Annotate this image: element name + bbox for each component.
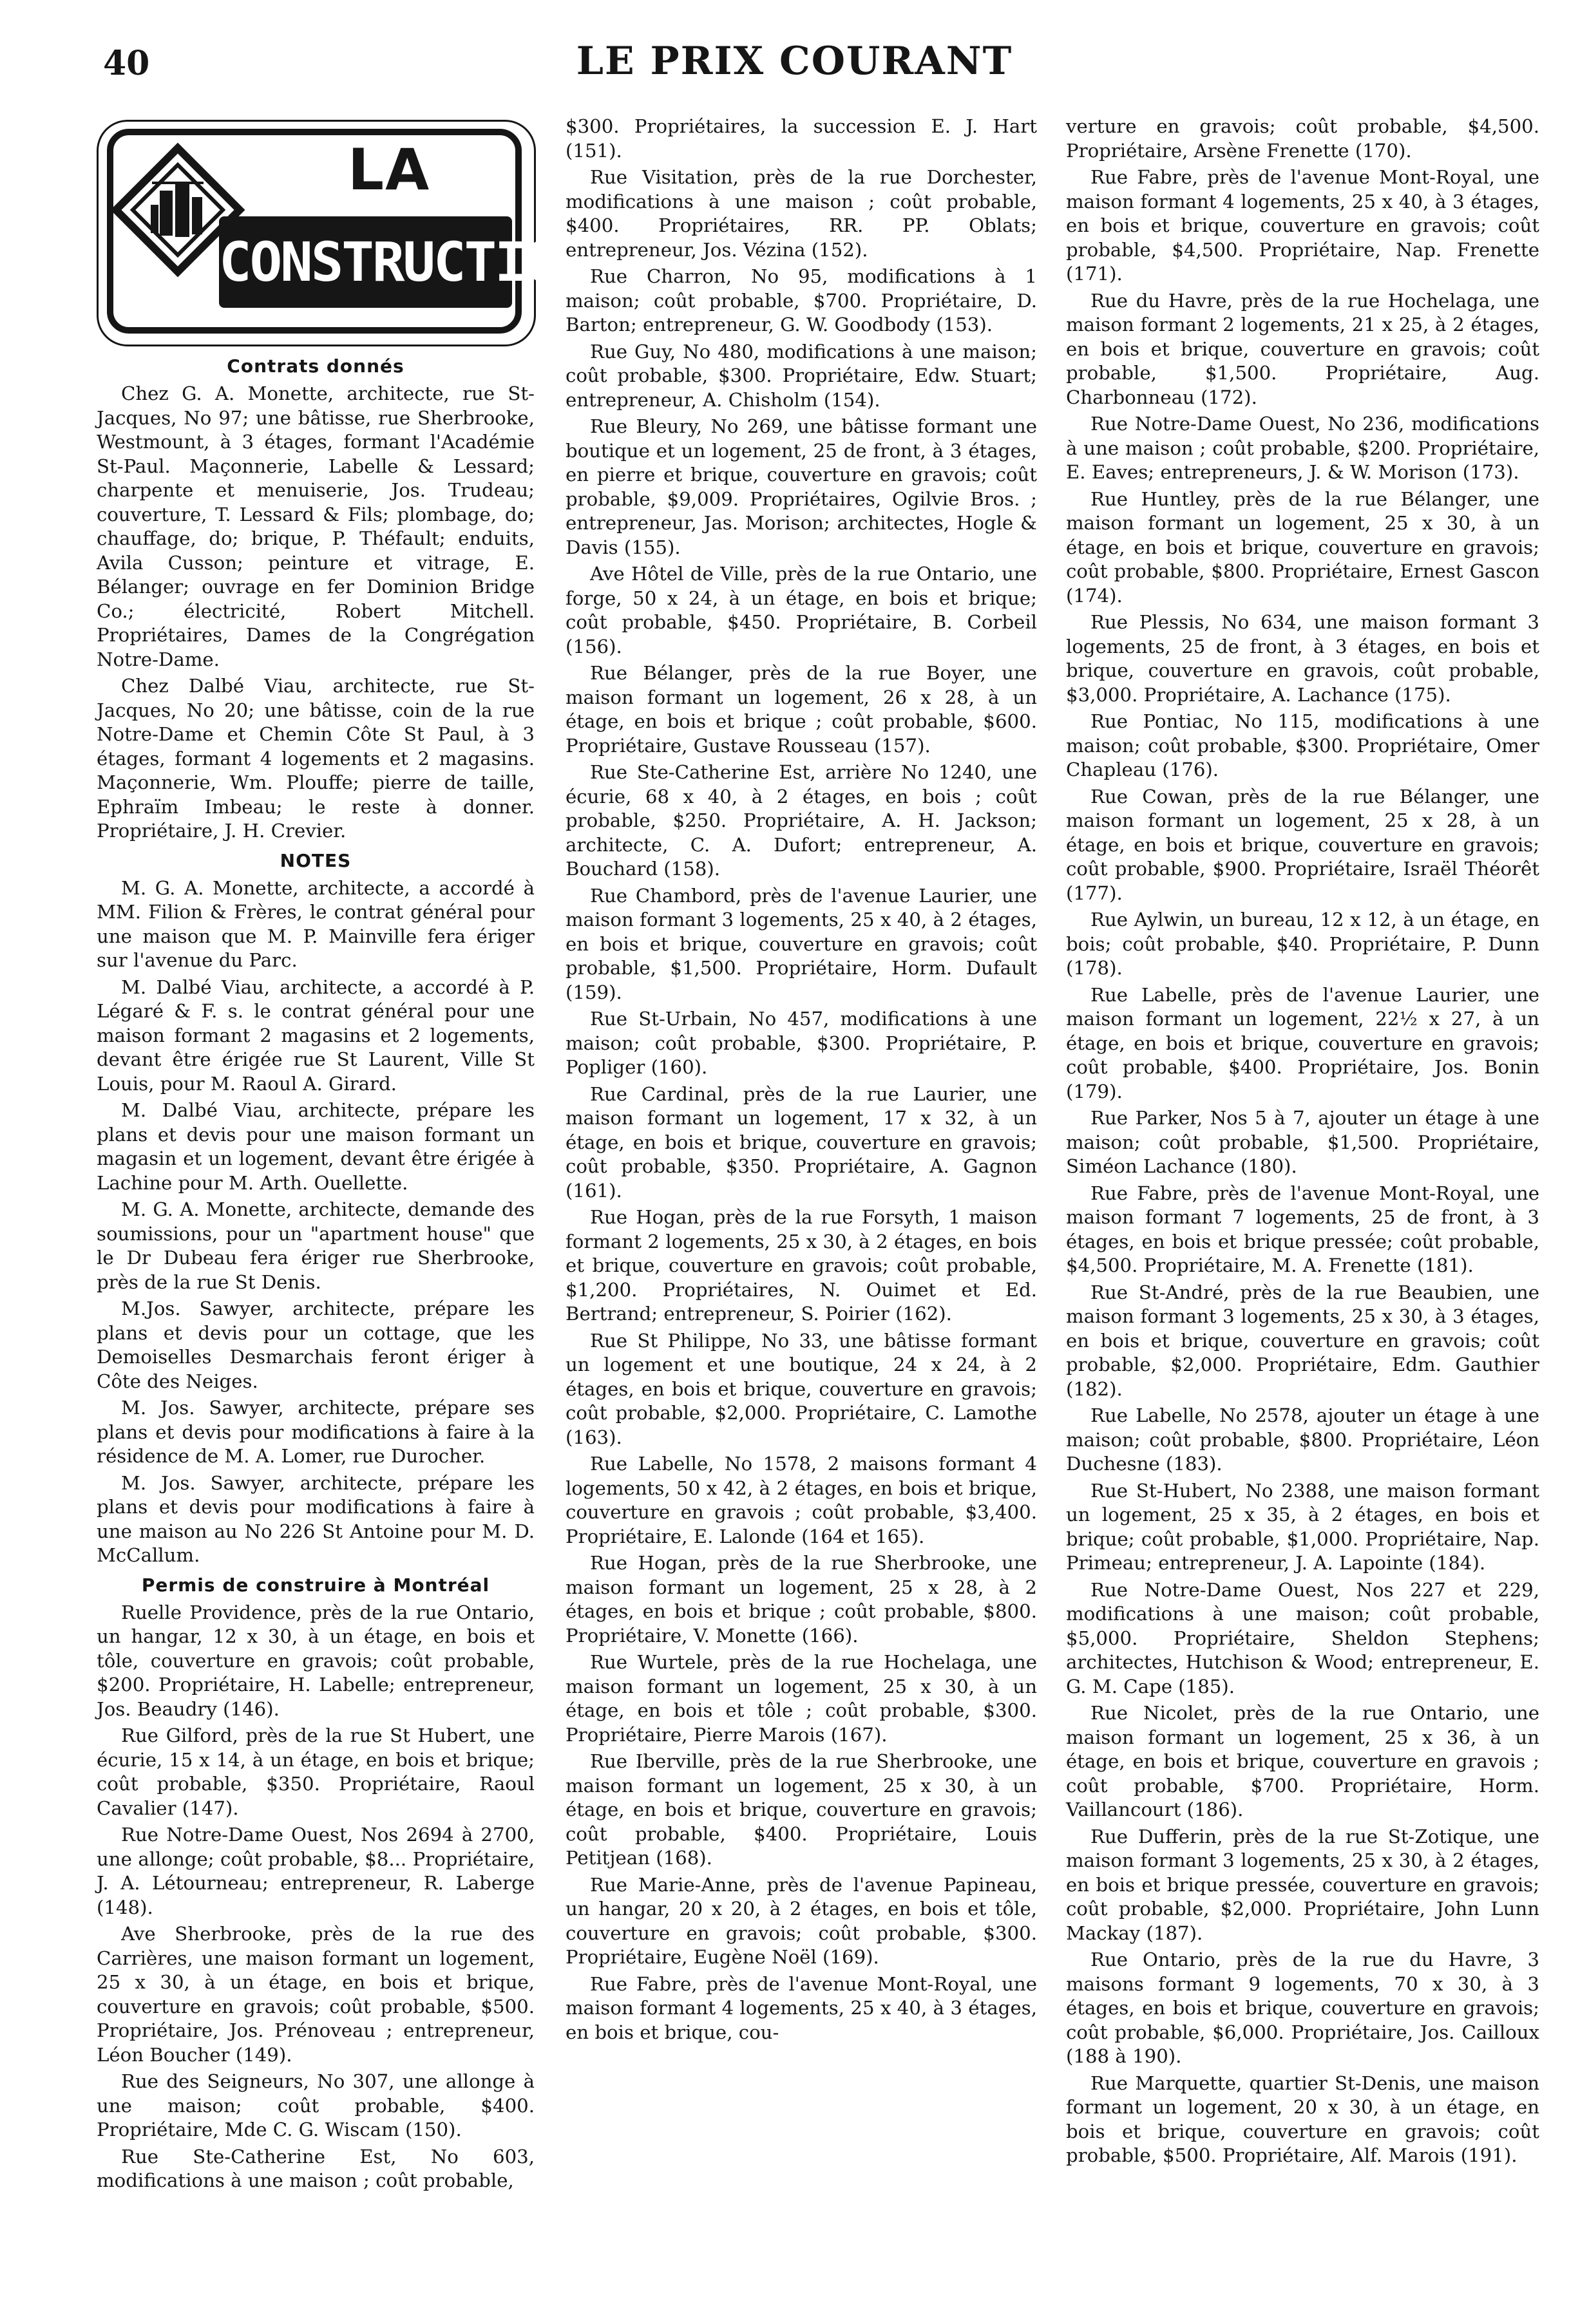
note-paragraph: M.Jos. Sawyer, architecte, prépare les plans et devis pour un cottage, que les Demoiselles Desmarchais feront ériger à Côte des Neiges. bbox=[97, 1298, 535, 1392]
permit-entry: Rue Gilford, près de la rue St Hubert, une écurie, 15 x 14, à un étage, en bois et brique; coût probable, $350. Propriétaire, Raoul Cavalier (147). bbox=[97, 1724, 535, 1819]
permit-entry: Rue des Seigneurs, No 307, une allonge à une maison; coût probable, $400. Propriétaire, Mde C. G. Wiscam (150). bbox=[97, 2070, 535, 2140]
heading-permis-montreal: Permis de construire à Montréal bbox=[141, 1574, 490, 1596]
page-number: 40 bbox=[103, 44, 150, 83]
note-paragraph: M. Jos. Sawyer, architecte, prépare ses plans et devis pour modifications à faire à la résidence de M. A. Lomer, rue Durocher. bbox=[97, 1397, 535, 1467]
permit-entry: Rue Iberville, près de la rue Sherbrooke, une maison formant un logement, 25 x 30, à un étage, en bois et brique, couverture en gravois; coût probable, $400. Propriétaire, Louis Petitjean (168). bbox=[566, 1750, 1037, 1869]
permit-entry: Rue Notre-Dame Ouest, Nos 227 et 229, modifications à une maison; coût probable, $5,000. Propriétaire, Sheldon Stephens; architectes, Hutchison & Wood; entrepreneur, E. G. M. Cape (185). bbox=[1066, 1578, 1539, 1697]
note-paragraph: M. Jos. Sawyer, architecte, prépare les plans et devis pour modifications à faire à une maison au No 226 St Antoine pour M. D. McCallum. bbox=[97, 1471, 535, 1566]
la-construction-logo bbox=[97, 120, 587, 345]
permit-entry: Ruelle Providence, près de la rue Ontario, un hangar, 12 x 30, à un étage, en bois et tôle, couverture en gravois; coût probable, $200. Propriétaire, H. Labelle; entrepreneur, Jos. Beaudry (146). bbox=[97, 1601, 535, 1720]
permit-entry: Ave Hôtel de Ville, près de la rue Ontario, une forge, 50 x 24, à un étage, en bois et brique; coût probable, $450. Propriétaire, B. Corbeil (156). bbox=[566, 563, 1037, 657]
permit-entry: Rue Labelle, No 2578, ajouter un étage à une maison; coût probable, $800. Propriétaire, Léon Duchesne (183). bbox=[1066, 1404, 1539, 1475]
permit-entry: Rue Guy, No 480, modifications à une maison; coût probable, $300. Propriétaire, Edw. Stuart; entrepreneur, A. Chisholm (154). bbox=[566, 340, 1037, 411]
column-2 bbox=[566, 115, 1037, 2304]
permit-entry: Rue Cowan, près de la rue Bélanger, une maison formant un logement, 25 x 28, à un étage, en bois et brique, couverture en gravois; coût probable, $900. Propriétaire, Israël Théorêt (177). bbox=[1066, 785, 1539, 904]
permit-entry: Rue Ste-Catherine Est, arrière No 1240, une écurie, 68 x 40, à 2 étages, en bois ; coût probable, $250. Propriétaire, A. H. Jackson; architecte, C. A. Dufort; entrepreneur, A. Bouchard (158). bbox=[566, 761, 1037, 880]
column-3 bbox=[1066, 115, 1539, 2304]
permit-entry: Rue Fabre, près de l'avenue Mont-Royal, une maison formant 4 logements, 25 x 40, à 3 étages, en bois et brique, cou- bbox=[566, 1972, 1037, 2043]
permit-entry: Rue du Havre, près de la rue Hochelaga, une maison formant 2 logements, 21 x 25, à 2 étages, en bois et brique, couverture en gravois; coût probable, $1,500. Propriétaire, Aug. Charbonneau (172). bbox=[1066, 289, 1539, 408]
permit-entry: Rue Notre-Dame Ouest, Nos 2694 à 2700, une allonge; coût probable, $8... Propriétaire, J. A. Létourneau; entrepreneur, R. Laberge (148). bbox=[97, 1824, 535, 1918]
note-paragraph: M. Dalbé Viau, architecte, a accordé à P. Légaré & F. s. le contrat général pour une maison formant 2 magasins et 2 logements, devant être érigée rue St Laurent, Ville St Louis, pour M. Raoul A. Girard. bbox=[97, 976, 535, 1095]
permit-entry: Ave Sherbrooke, près de la rue des Carrières, une maison formant un logement, 25 x 30, à un étage, en bois et brique, couverture en gravois; coût probable, $500. Propriétaire, Jos. Prénoveau ; entrepreneur, Léon Boucher (149). bbox=[97, 1923, 535, 2066]
permit-entry: Rue Hogan, près de la rue Sherbrooke, une maison formant un logement, 25 x 28, à 2 étages, en bois et brique ; coût probable, $800. Propriétaire, V. Monette (166). bbox=[566, 1552, 1037, 1647]
permit-entry: Rue Labelle, près de l'avenue Laurier, une maison formant un logement, 22½ x 27, à un étage, en bois et brique, couverture en gravois; coût probable, $400. Propriétaire, Jos. Bonin (179). bbox=[1066, 983, 1539, 1102]
heading-notes: NOTES bbox=[280, 849, 352, 871]
note-paragraph: M. Dalbé Viau, architecte, prépare les plans et devis pour une maison formant un magasin et un logement, devant être érigée à Lachine pour M. Arth. Ouellette. bbox=[97, 1099, 535, 1194]
permit-entry: Rue Cardinal, près de la rue Laurier, une maison formant un logement, 17 x 32, à un étage, en bois et brique, couverture en gravois; coût probable, $350. Propriétaire, A. Gagnon (161). bbox=[566, 1082, 1037, 1202]
permit-entry: Rue Marquette, quartier St-Denis, une maison formant un logement, 20 x 30, à un étage, en bois et brique, couverture en gravois; coût probable, $500. Propriétaire, Alf. Marois (191). bbox=[1066, 2072, 1539, 2166]
permit-entry: Rue Bleury, No 269, une bâtisse formant une boutique et un logement, 25 de front, à 3 étages, en pierre et brique, couverture en gravois; coût probable, $9,009. Propriétaires, Ogilvie Bros. ; entrepreneur, Jas. Morison; architectes, Hogle & Davis (155). bbox=[566, 415, 1037, 558]
permit-entry: Rue St-Hubert, No 2388, une maison formant un logement, 25 x 35, à 2 étages, en bois et brique; coût probable, $1,000. Propriétaire, Nap. Primeau; entrepreneur, J. A. Lapointe (184). bbox=[1066, 1479, 1539, 1574]
permit-entry: Rue Ontario, près de la rue du Havre, 3 maisons formant 9 logements, 70 x 30, à 3 étages, en bois et brique, couverture en gravois; coût probable, $6,000. Propriétaire, Jos. Cailloux (188 à 190). bbox=[1066, 1949, 1539, 2067]
contract-paragraph: Chez Dalbé Viau, architecte, rue St-Jacques, No 20; une bâtisse, coin de la rue Notre-Dame et Chemin Côte St Paul, à 3 étages, formant 4 logements et 2 magasins. Maçonnerie, Wm. Plouffe; pierre de taille, Ephraïm Imbeau; le reste à donner. Propriétaire, J. H. Crevier. bbox=[97, 675, 535, 842]
permit-entry: Rue Fabre, près de l'avenue Mont-Royal, une maison formant 7 logements, 25 de front, à 3 étages, en bois et brique pressée; coût probable, $4,500. Propriétaire, M. A. Frenette (181). bbox=[1066, 1182, 1539, 1276]
permit-entry: Rue Fabre, près de l'avenue Mont-Royal, une maison formant 4 logements, 25 x 40, à 3 étages, en bois et brique, couverture en gravois; coût probable, $4,500. Propriétaire, Nap. Frenette (171). bbox=[1066, 166, 1539, 285]
permit-entry-continued: $300. Propriétaires, la succession E. J. Hart (151). bbox=[566, 115, 1037, 162]
logo-la-text: LA bbox=[348, 137, 431, 203]
permit-entry: Rue Chambord, près de l'avenue Laurier, une maison formant 3 logements, 25 x 40, à 2 étages, en bois et brique, couverture en gravois; coût probable, $1,500. Propriétaire, Horm. Dufault (159). bbox=[566, 884, 1037, 1003]
permit-entry: Rue Notre-Dame Ouest, No 236, modifications à une maison ; coût probable, $200. Propriétaire, E. Eaves; entrepreneurs, J. & W. Morison (173). bbox=[1066, 413, 1539, 483]
permit-entry: Rue Dufferin, près de la rue St-Zotique, une maison formant 3 logements, 25 x 30, à 2 étages, en bois et brique pressée, couverture en gravois; coût probable, $2,000. Propriétaire, John Lunn Mackay (187). bbox=[1066, 1825, 1539, 1944]
permit-entry: Rue Bélanger, près de la rue Boyer, une maison formant un logement, 26 x 28, à un étage, en bois et brique ; coût probable, $600. Propriétaire, Gustave Rousseau (157). bbox=[566, 662, 1037, 757]
permit-entry: Rue Pontiac, No 115, modifications à une maison; coût probable, $300. Propriétaire, Omer Chapleau (176). bbox=[1066, 710, 1539, 780]
permit-entry: Rue Nicolet, près de la rue Ontario, une maison formant un logement, 25 x 36, à un étage, en bois et brique, couverture en gravois ; coût probable, $700. Propriétaire, Horm. Vaillancourt (186). bbox=[1066, 1702, 1539, 1820]
running-title: LE PRIX COURANT bbox=[576, 39, 1013, 84]
permit-entry: Rue St Philippe, No 33, une bâtisse formant un logement et une boutique, 24 x 24, à 2 étages, en bois et brique, couverture en gravois; coût probable, $2,000. Propriétaire, C. Lamothe (163). bbox=[566, 1329, 1037, 1448]
page-header bbox=[0, 39, 1589, 90]
note-paragraph: M. G. A. Monette, architecte, demande des soumissions, pour un "apartment house" que le Dr Dubeau fera ériger rue Sherbrooke, près de la rue St Denis. bbox=[97, 1198, 535, 1293]
column-1 bbox=[97, 115, 587, 2304]
permit-entry: Rue Parker, Nos 5 à 7, ajouter un étage à une maison; coût probable, $1,500. Propriétaire, Siméon Lachance (180). bbox=[1066, 1107, 1539, 1177]
contract-paragraph: Chez G. A. Monette, architecte, rue St-Jacques, No 97; une bâtisse, rue Sherbrooke, Westmount, à 3 étages, formant l'Académie St-Paul. Maçonnerie, Labelle & Lessard; charpente et menuiserie, Jos. Trudeau; couverture, T. Lessard & Fils; plombage, do; chauffage, do; brique, P. Théfault; enduits, Avila Cusson; peinture et vitrage, E. Bélanger; ouvrage en fer Dominion Bridge Co.; électricité, Robert Mitchell. Propriétaires, Dames de la Congrégation Notre-Dame. bbox=[97, 383, 535, 670]
permit-entry: Rue St-Urbain, No 457, modifications à une maison; coût probable, $300. Propriétaire, P. Popliger (160). bbox=[566, 1008, 1037, 1078]
permit-entry: Rue Hogan, près de la rue Forsyth, 1 maison formant 2 logements, 25 x 30, à 2 étages, en bois et brique, couverture en gravois; coût probable, $1,200. Propriétaires, N. Ouimet et Ed. Bertrand; entrepreneur, S. Poirier (162). bbox=[566, 1206, 1037, 1325]
logo-construction-text: CONSTRUCTION bbox=[219, 216, 512, 308]
permit-entry: Rue Plessis, No 634, une maison formant 3 logements, 25 de front, à 3 étages, en bois et brique, couverture en gravois, coût probable, $3,000. Propriétaire, A. Lachance (175). bbox=[1066, 611, 1539, 706]
permit-entry: Rue Huntley, près de la rue Bélanger, une maison formant un logement, 25 x 30, à un étage, en bois et brique, couverture en gravois; coût probable, $800. Propriétaire, Ernest Gascon (174). bbox=[1066, 487, 1539, 607]
permit-entry: Rue Labelle, No 1578, 2 maisons formant 4 logements, 50 x 42, à 2 étages, en bois et brique, couverture en gravois ; coût probable, $3,400. Propriétaire, E. Lalonde (164 et 165). bbox=[566, 1453, 1037, 1547]
permit-entry: Rue Charron, No 95, modifications à 1 maison; coût probable, $700. Propriétaire, D. Barton; entrepreneur, G. W. Goodbody (153). bbox=[566, 265, 1037, 335]
permit-entry: Rue Wurtele, près de la rue Hochelaga, une maison formant un logement, 25 x 30, à un étage, en bois et tôle ; coût probable, $300. Propriétaire, Pierre Marois (167). bbox=[566, 1651, 1037, 1746]
permit-entry: Rue Marie-Anne, près de l'avenue Papineau, un hangar, 20 x 20, à 2 étages, en bois et tôle, couverture en gravois; coût probable, $300. Propriétaire, Eugène Noël (169). bbox=[566, 1873, 1037, 1968]
heading-contrats-donnes: Contrats donnés bbox=[227, 355, 404, 377]
permit-entry: Rue Ste-Catherine Est, No 603, modifications à une maison ; coût probable, bbox=[97, 2145, 535, 2191]
note-paragraph: M. G. A. Monette, architecte, a accordé à MM. Filion & Frères, le contrat général pour une maison que M. P. Mainville fera ériger sur l'avenue du Parc. bbox=[97, 876, 535, 971]
permit-entry: Rue Visitation, près de la rue Dorchester, modifications à une maison ; coût probable, $400. Propriétaires, RR. PP. Oblats; entrepreneur, Jos. Vézina (152). bbox=[566, 166, 1037, 261]
permit-entry: Rue Aylwin, un bureau, 12 x 12, à un étage, en bois; coût probable, $40. Propriétaire, P. Dunn (178). bbox=[1066, 909, 1539, 979]
permit-entry: Rue St-André, près de la rue Beaubien, une maison formant 3 logements, 25 x 30, à 3 étages, en bois et brique, couverture en gravois; coût probable, $2,000. Propriétaire, Edm. Gauthier (182). bbox=[1066, 1281, 1539, 1400]
permit-entry-continued: verture en gravois; coût probable, $4,500. Propriétaire, Arsène Frenette (170). bbox=[1066, 115, 1539, 162]
